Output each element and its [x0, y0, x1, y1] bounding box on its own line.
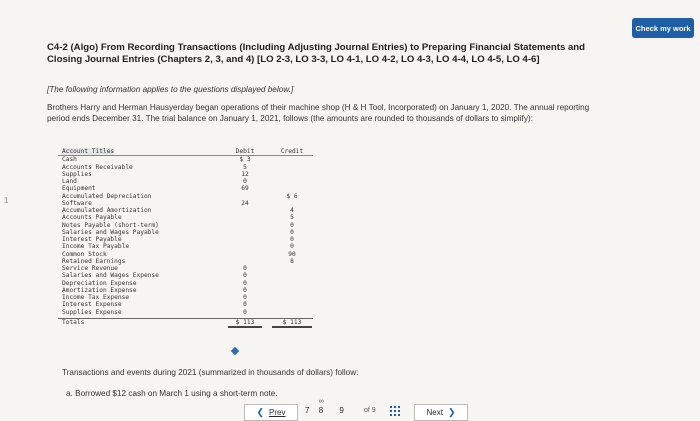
row-name: Income Tax Expense [62, 294, 130, 301]
row-name: Accumulated Amortization [62, 207, 152, 214]
transaction-a: a. Borrowed $12 cash on March 1 using a short-term note. [66, 389, 278, 398]
chevron-right-icon: ❯ [447, 407, 456, 417]
page-8-label: 8 [318, 406, 324, 415]
row-credit: 4 [290, 207, 294, 214]
row-name: Service Revenue [62, 265, 118, 272]
trial-balance-row [58, 200, 313, 207]
side-marker: 1 [4, 196, 9, 205]
row-name: Accounts Payable [62, 214, 122, 222]
trial-balance-row [58, 214, 313, 221]
row-credit: 8 [290, 257, 294, 265]
row-credit: 0 [290, 228, 294, 236]
trial-balance-row [58, 236, 313, 243]
row-debit: 0 [243, 286, 247, 294]
page-8-current[interactable] [318, 398, 330, 415]
row-credit: 90 [288, 250, 296, 258]
trial-balance-row [58, 193, 313, 200]
trial-balance-row [58, 280, 313, 287]
trial-balance-body [58, 156, 313, 316]
question-navigation [0, 398, 700, 421]
row-debit: 24 [241, 199, 249, 207]
trial-balance-row [58, 265, 313, 272]
row-debit: 0 [243, 272, 247, 280]
trial-balance-row [58, 178, 313, 185]
row-debit: 69 [241, 185, 249, 193]
row-credit: 0 [290, 243, 294, 251]
row-name: Notes Payable (short-term) [62, 221, 159, 229]
row-name: Equipment [62, 185, 96, 193]
total-credit: $ 113 [272, 319, 312, 328]
problem-title: C4-2 (Algo) From Recording Transactions (Including Adjusting Journal Entries) to Preparing Financial Statements and Closing Journal Entries (Chapters 2, 3, and 4) [LO 2-3, LO 3-3, LO 4-1, LO 4-2, LO 4-3, LO 4-4, LO 4-5, LO 4-6] [47, 42, 586, 65]
row-name: Software [62, 199, 92, 207]
header-credit: Credit [280, 148, 304, 155]
trial-balance-row [58, 156, 313, 163]
row-name: Common Stock [62, 250, 107, 258]
header-debit: Debit [235, 148, 255, 155]
trial-balance-row [58, 301, 313, 308]
total-label: Totals [62, 318, 85, 326]
trial-balance-table [58, 148, 313, 326]
row-debit: 0 [243, 178, 247, 185]
page-9[interactable]: 9 [339, 406, 344, 415]
trial-balance-row [58, 171, 313, 178]
trial-balance-row [58, 272, 313, 279]
row-name: Land [62, 178, 77, 185]
row-debit: 0 [243, 265, 247, 272]
row-credit: 5 [290, 214, 294, 222]
row-name: Interest Payable [62, 236, 122, 243]
trial-balance-row [58, 243, 313, 250]
row-debit: 0 [243, 294, 247, 301]
row-name: Interest Expense [62, 301, 122, 309]
trial-balance-row [58, 185, 313, 192]
trial-balance-row [58, 229, 313, 236]
info-note: [The following information applies to the questions displayed below.] [47, 85, 294, 94]
header-account-titles: Account Titles [62, 148, 115, 155]
trial-balance-row [58, 207, 313, 214]
trial-balance-row [58, 287, 313, 294]
page-numbers [305, 398, 351, 415]
row-name: Supplies [62, 170, 92, 178]
prev-label: Prev [269, 408, 286, 417]
trial-balance-row [58, 164, 313, 171]
row-name: Retained Earnings [62, 257, 126, 265]
next-button[interactable] [414, 404, 468, 421]
row-name: Salaries and Wages Payable [62, 228, 159, 236]
row-debit: 5 [243, 163, 247, 171]
row-name: Depreciation Expense [62, 279, 137, 287]
trial-balance-total-row [58, 318, 313, 326]
trial-balance-row [58, 294, 313, 301]
row-name: Accounts Receivable [62, 163, 133, 171]
grid-icon[interactable] [390, 406, 400, 416]
row-debit: 0 [243, 308, 247, 316]
row-name: Accumulated Depreciation [62, 192, 152, 200]
row-name: Amortization Expense [62, 286, 137, 294]
row-credit: 0 [290, 221, 294, 229]
total-debit: $ 113 [228, 319, 262, 328]
check-my-work-button[interactable]: Check my work [632, 18, 694, 38]
transactions-intro: Transactions and events during 2021 (summarized in thousands of dollars) follow: [62, 368, 359, 377]
row-name: Supplies Expense [62, 308, 122, 316]
page-count: of 9 [364, 407, 376, 414]
infinity-icon: ∞ [318, 398, 324, 405]
row-name: Income Tax Payable [62, 243, 130, 251]
row-credit: 0 [290, 236, 294, 243]
problem-intro: Brothers Harry and Herman Hausyerday began operations of their machine shop (H & H Tool, Incorporated) on January 1, 2020. The annual reporting period ends December 31. The trial balance on January 1, 2021, follows (the amounts are rounded to thousands of dollars to simplify): [47, 103, 590, 123]
row-debit: 0 [243, 301, 247, 309]
trial-balance-row [58, 309, 313, 316]
row-debit: $ 3 [239, 156, 251, 164]
prev-button[interactable] [244, 404, 298, 421]
row-credit: $ 6 [286, 192, 298, 200]
row-name: Salaries and Wages Expense [62, 272, 159, 280]
trial-balance-row [58, 251, 313, 258]
page-7[interactable]: 7 [305, 406, 310, 415]
next-label: Next [426, 408, 443, 417]
row-debit: 0 [243, 279, 247, 287]
trial-balance-row [58, 258, 313, 265]
total-marker-icon [231, 347, 239, 355]
row-name: Cash [62, 156, 77, 164]
trial-balance-header [58, 148, 313, 156]
trial-balance-row [58, 222, 313, 229]
row-debit: 12 [241, 170, 249, 178]
chevron-left-icon: ❮ [256, 407, 265, 417]
